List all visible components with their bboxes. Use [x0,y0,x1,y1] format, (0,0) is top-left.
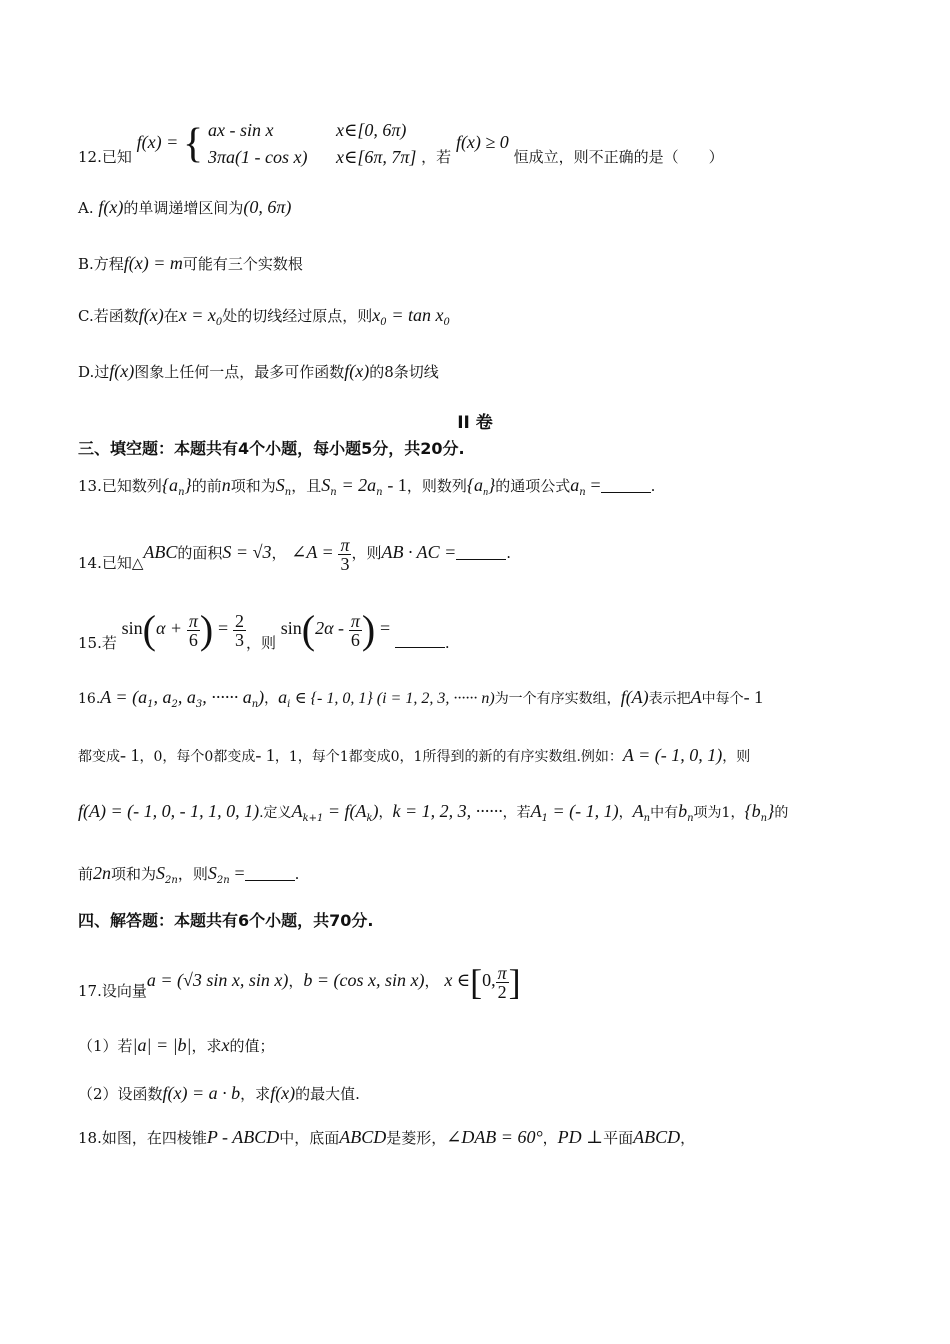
q12-option-b: B.方程f(x) = m可能有三个实数根 [78,253,303,273]
q15-answer-blank [395,633,445,648]
q12-option-a: A. f(x)的单调递增区间为(0, 6π) [78,197,292,217]
q12-func: f(x) = [136,132,179,152]
q16-line1: $16.A = (a_1$, $a_2$, $a_3$, ······ $a_n$)，$a_i$ ∈ {- 1, 0, 1} (i = 1, 2, 3, ······ n)为一个有序实数组，f(A)表示把A中每个- 1 [78,687,764,710]
q15: 15.若 sin(α + $\frac{\pi}{6}$ ) = $\frac{2}{3}$ ，则 sin(2α - $\frac{\pi}{6}$ ) = . [78,607,450,652]
q17-interval-fraction: $\frac{\pi}{2}$ [497,962,507,1002]
q12-option-d: D.过f(x)图象上任何一点，最多可作函数f(x)的8条切线 [78,361,439,381]
q15-value-fraction: $\frac{2}{3}$ [234,610,244,650]
q14: 14.已知△ABC的面积S = √3， ∠A = $\frac{\pi}{3}$ ，则AB · AC = . [78,534,512,574]
q13: 13.已知数列$\{a_n\}$的前n项和为$S_n$，且$S_n = 2a_n - 1$，则数列$\{a_n\}$的通项公式$a_n$ = . [78,475,656,498]
q16-line2: 都变成- 1，0，每个0都变成- 1，1，每个1都变成0，1所得到的新的有序实数组.例如：A = (- 1, 0, 1)，则 [78,745,751,765]
section-ii-title: II 卷 [457,413,493,433]
q12-condition: f(x) ≥ 0 [455,132,509,152]
q12-option-c: C.若函数f(x)在$x = x_0$处的切线经过原点，则$x_0 = \tan x_0$ [78,305,450,328]
q17-part1: （1）若|a| = |b|，求x的值； [78,1035,275,1055]
q16-line4: 前2n项和为$S_{2n}$，则$S_{2n}$ = . [78,863,300,886]
q14-angle-fraction: $\frac{\pi}{3}$ [340,534,350,574]
q13-answer-blank [601,478,651,493]
part3-heading: 三、填空题：本题共有4个小题，每小题5分，共20分. [78,439,465,458]
part4-heading: 四、解答题：本题共有6个小题，共70分. [78,911,374,930]
q14-answer-blank [456,545,506,560]
q15-arg2-fraction: $\frac{\pi}{6}$ [350,610,360,650]
q17-part2: （2）设函数f(x) = a · b，求f(x)的最大值. [78,1083,360,1103]
q16-line3: f(A) = (- 1, 0, - 1, 1, 0, 1).定义$A_{k+1} = f(A_k)$，k = 1, 2, 3, ······，若$A_1$ = (- 1, 1)，$A_n$中有$b_n$项为1，$\{b_n\}$的 [78,801,789,824]
q12-cases: ax - sin x x∈[0, 6π) 3πa(1 - cos x) x∈[6π, 7π] [208,120,417,167]
q18-stem: 18.如图，在四棱锥P - ABCD中，底面ABCD是菱形，∠DAB = 60°，PD ⊥平面ABCD， [78,1127,696,1147]
q17-stem: 17.设向量a = (√3 sin x, sin x)，b = (cos x, sin x)， x ∈[0, $\frac{\pi}{2}$ ] [78,962,521,1002]
q15-arg1-fraction: $\frac{\pi}{6}$ [188,610,198,650]
q12-stem: 12.已知 f(x) = { ax - sin x x∈[0, 6π) 3πa(1 - cos x) x∈[6π, 7π] ，若 f(x) ≥ 0 恒成立，则不正确的是（ ） [78,112,872,172]
q12-brace: { [183,121,204,167]
q16-answer-blank [245,866,295,881]
